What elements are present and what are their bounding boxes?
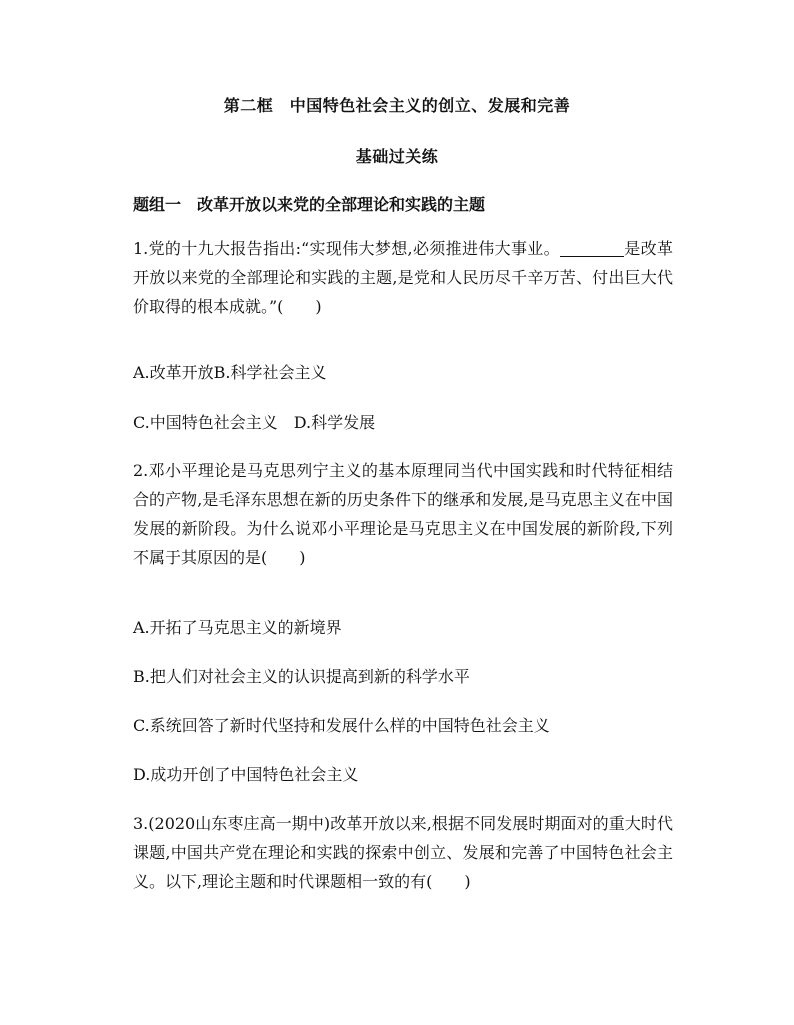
question-1-stem: [133, 234, 673, 321]
question-1-option-c-d: C.中国特色社会主义 D.科学发展: [133, 413, 376, 432]
question-2-option-b: B.把人们对社会主义的认识提高到新的科学水平: [133, 667, 470, 686]
question-1-stem-part2: 是改革开放以来党的全部理论和实践的主题,是党和人民历尽千辛万苦、付出巨大代价取得的根本成就。”( ): [133, 239, 673, 316]
question-1-stem-part1: 1.党的十九大报告指出:“实现伟大梦想,必须推进伟大事业。: [133, 239, 560, 258]
question-2-option-c: C.系统回答了新时代坚持和发展什么样的中国特色社会主义: [133, 716, 550, 735]
section-heading: 题组一 改革开放以来党的全部理论和实践的主题: [133, 195, 486, 214]
question-3-stem: 3.(2020山东枣庄高一期中)改革开放以来,根据不同发展时期面对的重大时代课题,中国共产党在理论和实践的探索中创立、发展和完善了中国特色社会主义。以下,理论主题和时代课题相一致的有( ): [133, 814, 673, 891]
exercise-subtitle: 基础过关练: [355, 147, 439, 166]
question-2-option-a: A.开拓了马克思主义的新境界: [133, 618, 342, 637]
question-1-option-a-b: A.改革开放B.科学社会主义: [133, 363, 327, 382]
answer-blank: [560, 240, 624, 257]
question-2-option-d: D.成功开创了中国特色社会主义: [133, 765, 359, 784]
question-2-stem: 2.邓小平理论是马克思列宁主义的基本原理同当代中国实践和时代特征相结合的产物,是毛泽东思想在新的历史条件下的继承和发展,是马克思主义在中国发展的新阶段。为什么说邓小平理论是马克思主义在中国发展的新阶段,下列不属于其原因的是( ): [133, 461, 673, 567]
lesson-title: 第二框 中国特色社会主义的创立、发展和完善: [223, 96, 571, 115]
